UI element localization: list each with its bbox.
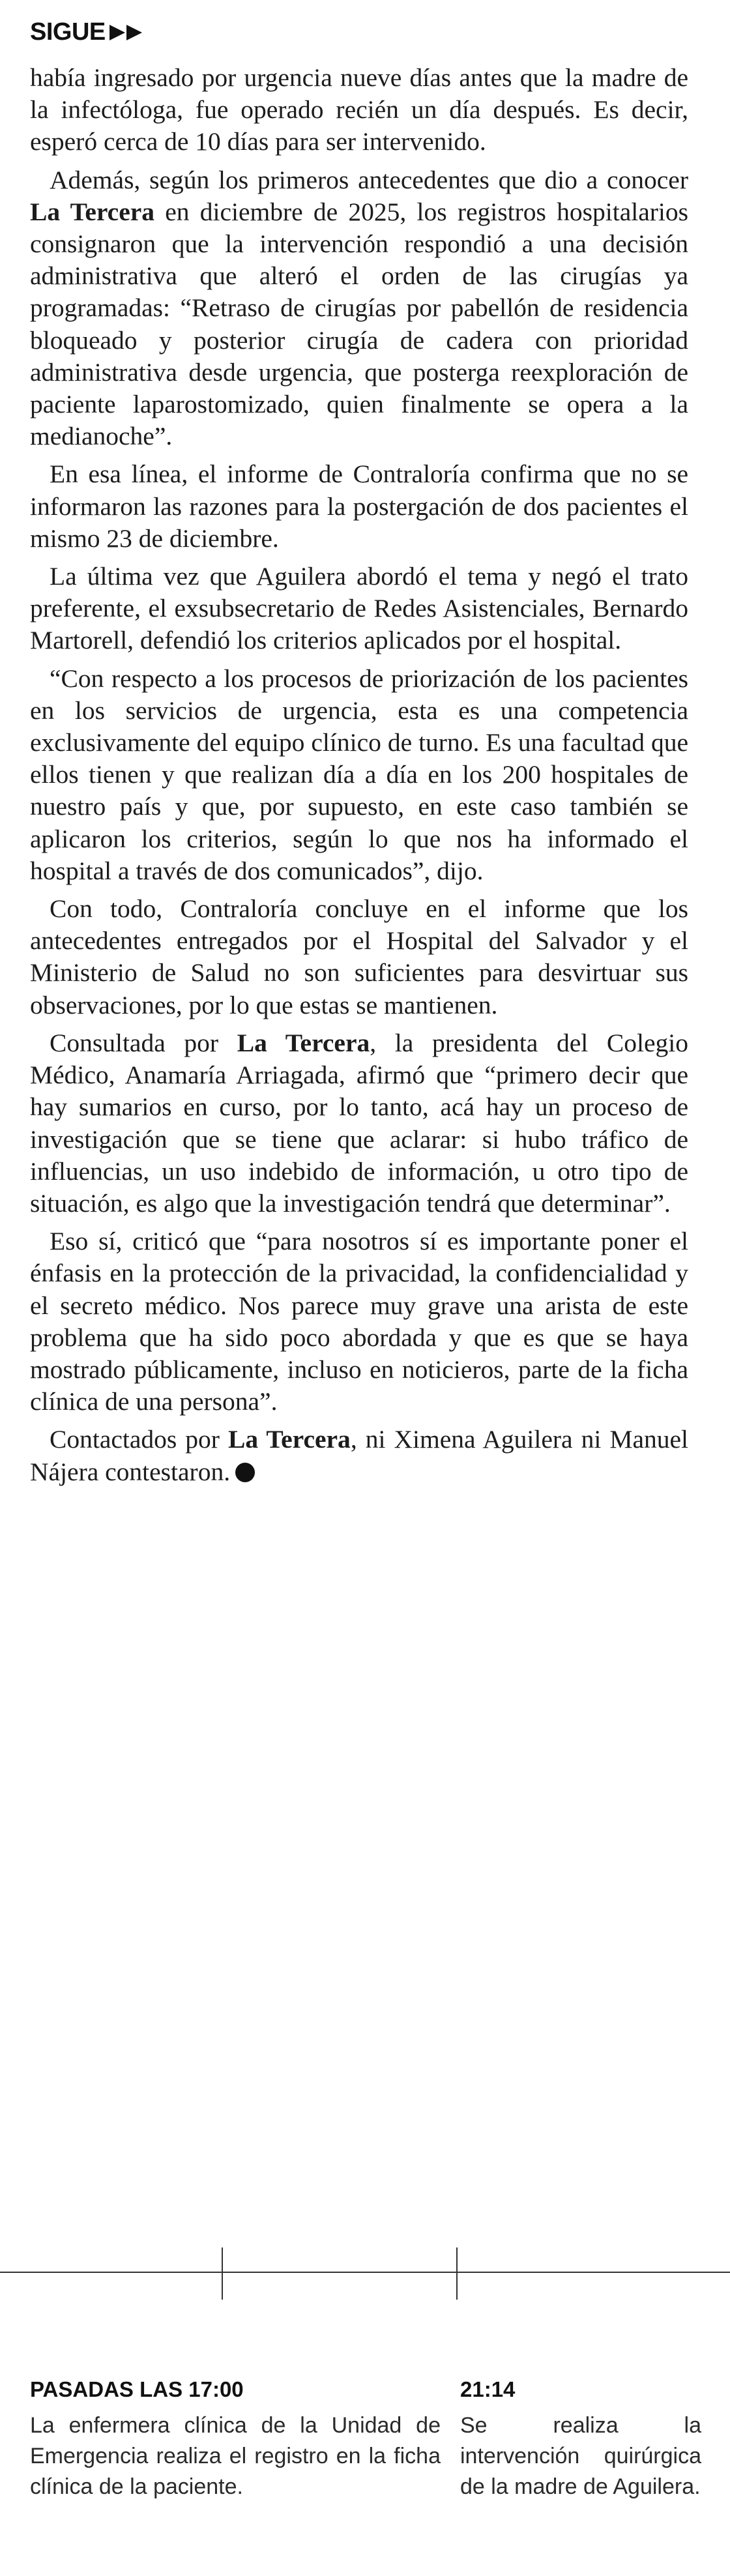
paragraph-9: Contactados por La Tercera, ni Ximena Aguilera ni Manuel Nájera contestaron. xyxy=(30,1425,688,1486)
paragraph-4: La última vez que Aguilera abordó el tema y negó el trato preferente, el exsubsecretario de Redes Asistenciales, Bernardo Martorell, defendió los criterios aplicados por el hospital. xyxy=(30,562,688,655)
article-body xyxy=(30,62,688,1494)
continues-label xyxy=(30,18,143,46)
timeline-axis xyxy=(0,2272,730,2273)
newspaper-name: La Tercera xyxy=(30,197,155,226)
paragraph-8: Eso sí, criticó que “para nosotros sí es importante poner el énfasis en la protección de la privacidad, la confidencialidad y el secreto médico. Nos parece muy grave una arista de este problema que ha sido poco abordada y que es que se haya mostrado públicamente, incluso en noticieros, parte de la ficha clínica de una persona”. xyxy=(30,1227,688,1416)
timeline-tick xyxy=(456,2247,458,2300)
timeline-tick xyxy=(222,2247,223,2300)
timeline-time: PASADAS LAS 17:00 xyxy=(30,2377,244,2401)
paragraph-2: Además, según los primeros antecedentes que dio a conocer La Tercera en diciembre de 2025, los registros hospitalarios consignaron que la intervención respondió a una decisión administrativa que alteró el orden de las cirugías ya programadas: “Retraso de cirugías por pabellón de residencia bloqueado y posterior cirugía de cadera con prioridad administrativa desde urgencia, que posterga reexploración de paciente laparostomizado, quien finalmente se opera a la medianoche”. xyxy=(30,165,688,451)
timeline-text: Se realiza la intervención quirúrgica de la madre de Aguilera. xyxy=(460,2413,701,2499)
timeline-time: 21:14 xyxy=(460,2377,516,2401)
newspaper-name: La Tercera xyxy=(227,1425,351,1454)
paragraph-7: Consultada por La Tercera, la presidenta del Colegio Médico, Anamaría Arriagada, afirmó que “primero decir que hay sumarios en curso, por lo tanto, acá hay un proceso de investigación que se tiene que aclarar: si hubo tráfico de influencias, un uso indebido de información, u otro tipo de situación, es algo que la investigación tendrá que determinar”. xyxy=(30,1028,688,1218)
paragraph-1: había ingresado por urgencia nueve días antes que la madre de la infectóloga, fue operado recién un día después. Es decir, esperó cerca de 10 días para ser intervenido. xyxy=(30,63,688,156)
paragraph-3: En esa línea, el informe de Contraloría confirma que no se informaron las razones para la postergación de dos pacientes el mismo 23 de diciembre. xyxy=(30,460,688,553)
paragraph-5: “Con respecto a los procesos de priorización de los pacientes en los servicios de urgencia, esta es una competencia exclusivamente del equipo clínico de turno. Es una facultad que ellos tienen y que realizan día a día en los 200 hospitales de nuestro país y que, por supuesto, en este caso también se aplicaron los criterios, según lo que nos ha informado el hospital a través de dos comunicados”, dijo. xyxy=(30,664,688,885)
end-of-article-dot-icon xyxy=(235,1463,255,1482)
paragraph-6: Con todo, Contraloría concluye en el informe que los antecedentes entregados por el Hospital del Salvador y el Ministerio de Salud no son suficientes para desvirtuar sus observaciones, por lo que estas se mantienen. xyxy=(30,894,688,1019)
continues-text: SIGUE xyxy=(30,18,106,46)
timeline-text: La enfermera clínica de la Unidad de Emergencia realiza el registro en la ficha clínica de la paciente. xyxy=(30,2413,441,2499)
newspaper-name: La Tercera xyxy=(237,1028,370,1057)
double-play-arrow-icon xyxy=(110,23,143,42)
